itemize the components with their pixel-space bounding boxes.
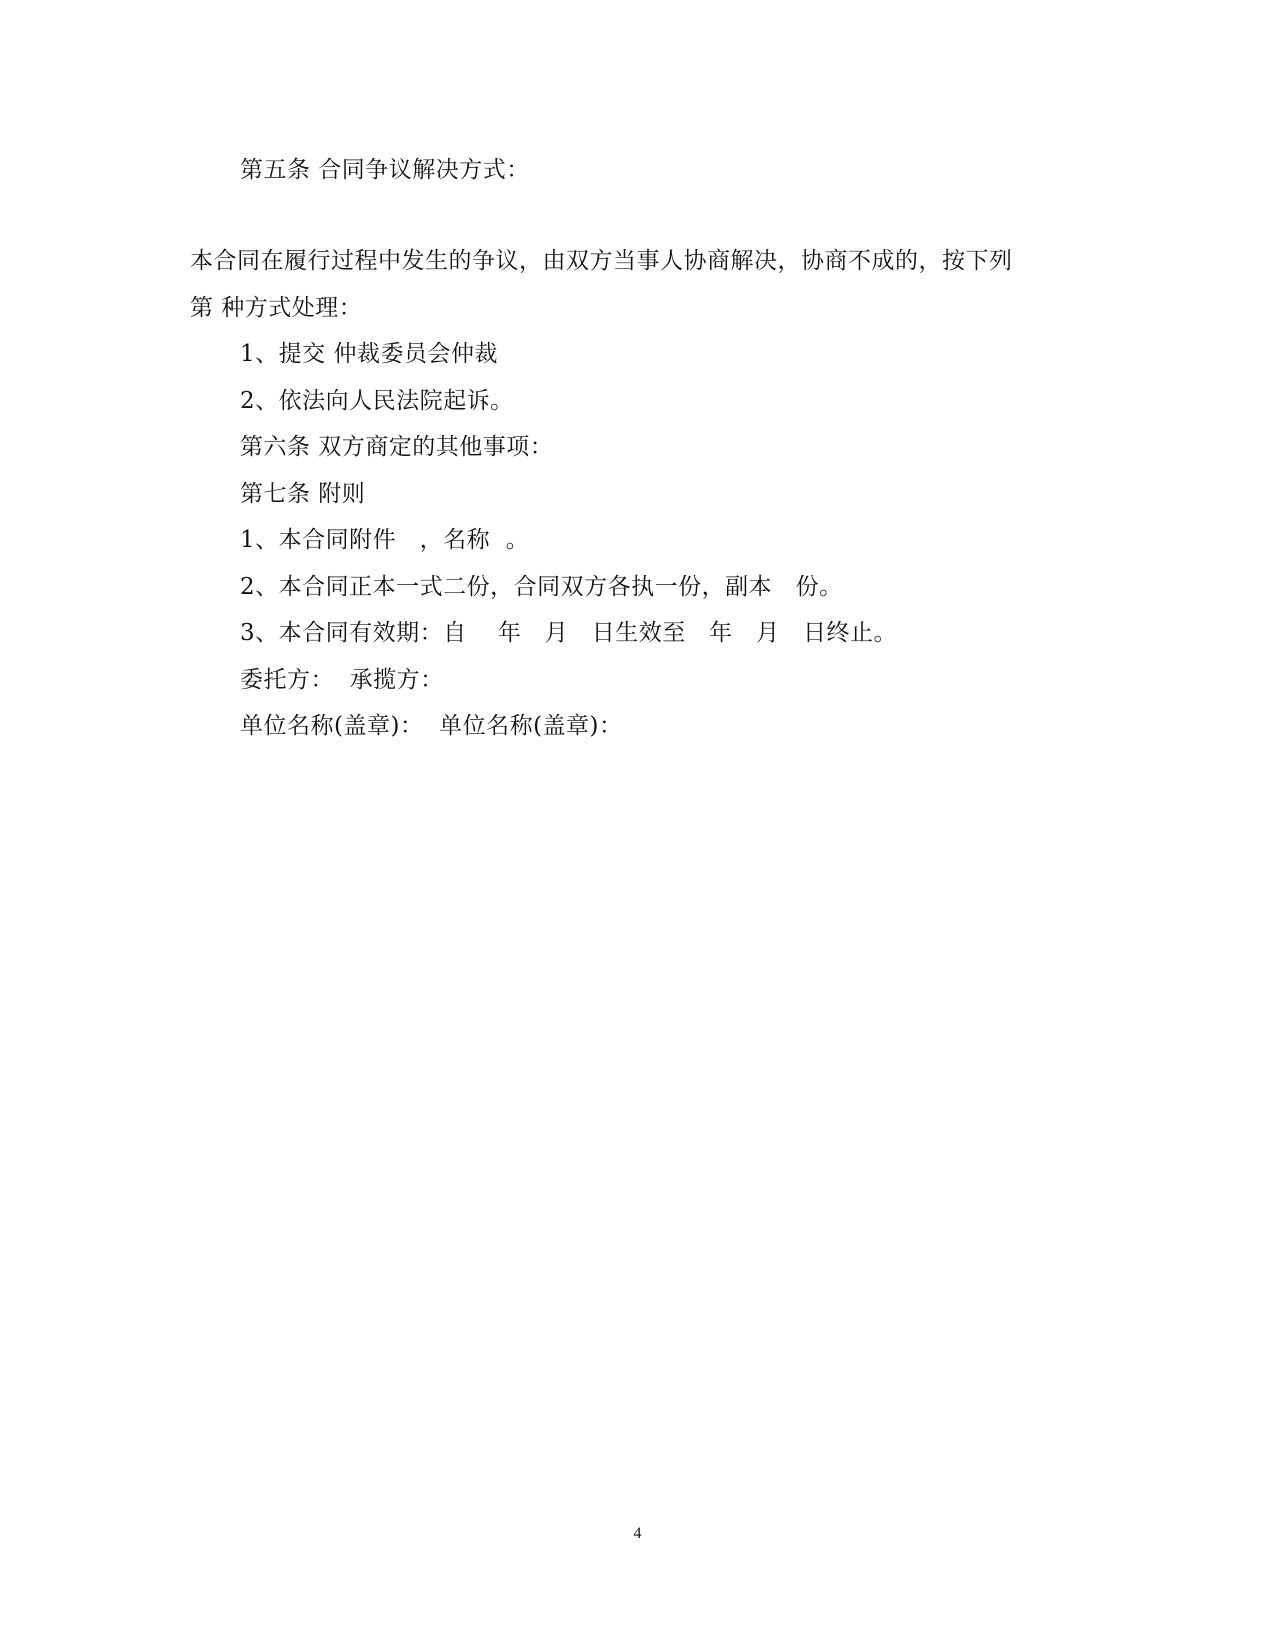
article-7-heading: 第七条 附则 [240,481,366,507]
article-6-heading: 第六条 双方商定的其他事项： [240,434,554,460]
appendix-clause-3: 3、本合同有效期：自 年 月 日生效至 年 月 日终止。 [240,620,898,646]
page-number: 4 [633,1525,642,1542]
dispute-paragraph-line-1: 本合同在履行过程中发生的争议，由双方当事人协商解决，协商不成的，按下列 [190,248,1013,274]
parties-line: 委托方： 承揽方： [240,667,444,693]
appendix-clause-2: 2、本合同正本一式二份，合同双方各执一份，副本 份。 [240,574,843,600]
dispute-paragraph-line-2: 第 种方式处理： [190,295,363,321]
appendix-clause-1: 1、本合同附件 ，名称 。 [240,527,530,553]
seal-line: 单位名称(盖章)： 单位名称(盖章)： [240,713,623,739]
dispute-option-2: 2、依法向人民法院起诉。 [240,388,514,414]
article-5-heading: 第五条 合同争议解决方式： [240,157,530,183]
dispute-option-1: 1、提交 仲裁委员会仲裁 [240,341,498,367]
